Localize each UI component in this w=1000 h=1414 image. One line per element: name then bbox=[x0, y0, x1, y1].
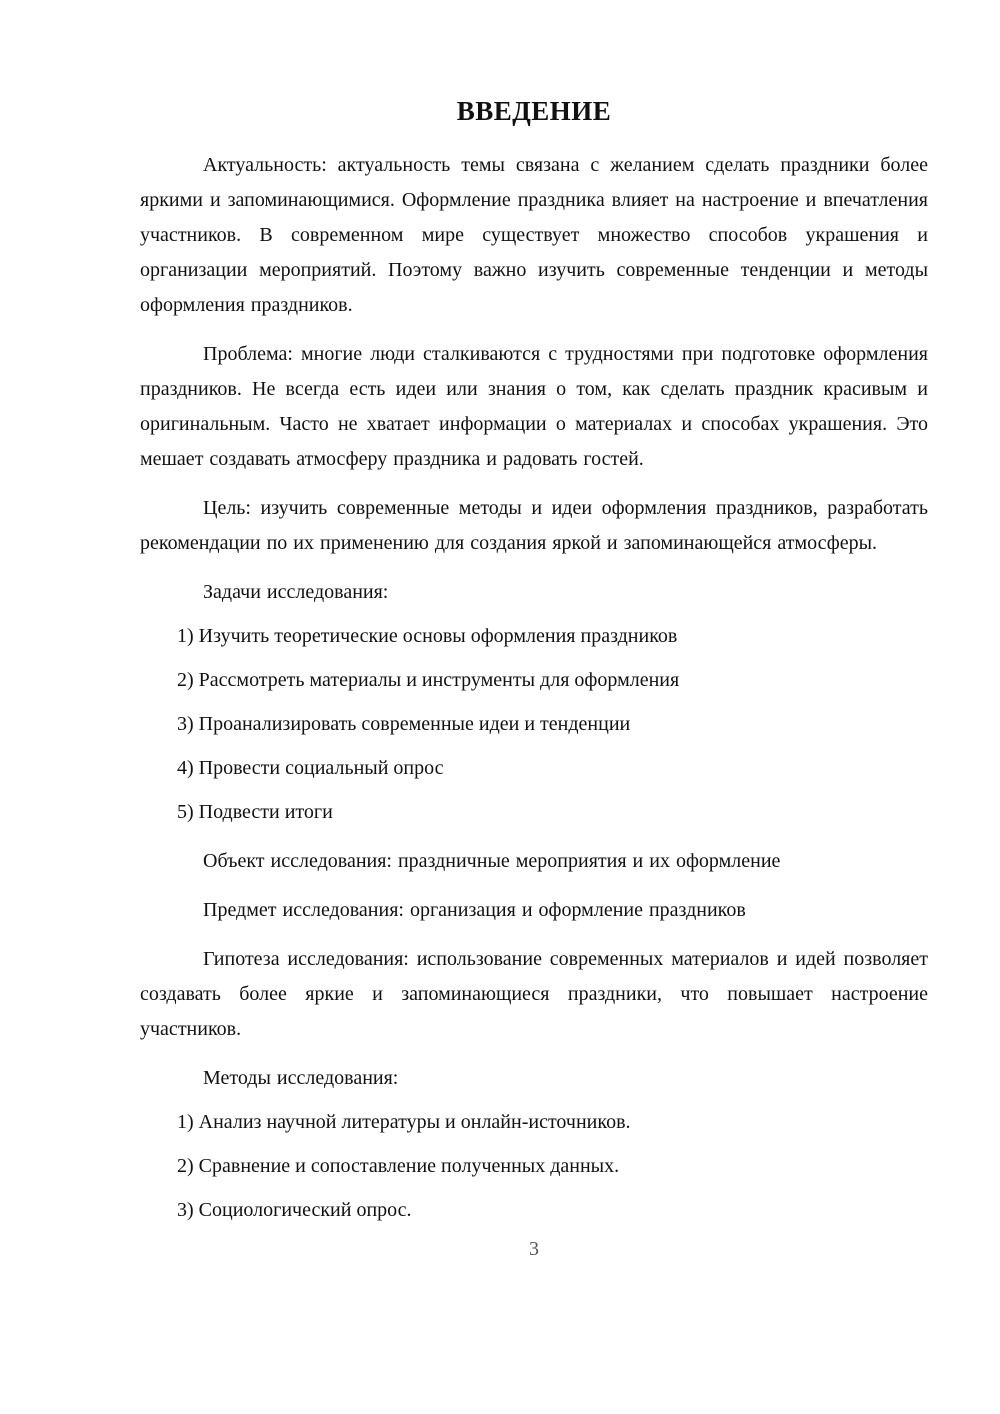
paragraph-hypothesis: Гипотеза исследования: использование современных материалов и идей позволяет создавать более яркие и запоминающиеся праздники, что повышает настроение участников. bbox=[140, 948, 928, 1040]
list-item-task-4: 4) Провести социальный опрос bbox=[177, 757, 444, 779]
list-item-method-1: 1) Анализ научной литературы и онлайн-источников. bbox=[177, 1111, 631, 1133]
list-item-task-3: 3) Проанализировать современные идеи и тенденции bbox=[177, 713, 631, 735]
paragraph-subject: Предмет исследования: организация и оформление праздников bbox=[203, 899, 746, 921]
list-item-method-2: 2) Сравнение и сопоставление полученных данных. bbox=[177, 1155, 620, 1177]
paragraph-object: Объект исследования: праздничные мероприятия и их оформление bbox=[203, 850, 781, 872]
paragraph-relevance: Актуальность: актуальность темы связана с желанием сделать праздники более яркими и запоминающимися. Оформление праздника влияет на настроение и впечатления участников. В современном мире существует множество способов украшения и организации мероприятий. Поэтому важно изучить современные тенденции и методы оформления праздников. bbox=[140, 154, 928, 316]
paragraph-tasks-heading: Задачи исследования: bbox=[203, 581, 389, 603]
list-item-method-3: 3) Социологический опрос. bbox=[177, 1199, 412, 1221]
list-item-task-1: 1) Изучить теоретические основы оформления праздников bbox=[177, 625, 678, 647]
list-item-task-5: 5) Подвести итоги bbox=[177, 801, 333, 823]
paragraph-methods-heading: Методы исследования: bbox=[203, 1067, 399, 1089]
paragraph-goal: Цель: изучить современные методы и идеи оформления праздников, разработать рекомендации по их применению для создания яркой и запоминающейся атмосферы. bbox=[140, 497, 928, 554]
list-item-task-2: 2) Рассмотреть материалы и инструменты для оформления bbox=[177, 669, 680, 691]
page-title: ВВЕДЕНИЕ bbox=[456, 96, 612, 126]
page-number: 3 bbox=[529, 1238, 539, 1260]
paragraph-problem: Проблема: многие люди сталкиваются с трудностями при подготовке оформления праздников. Не всегда есть идеи или знания о том, как сделать праздник красивым и оригинальным. Часто не хватает информации о материалах и способах украшения. Это мешает создавать атмосферу праздника и радовать гостей. bbox=[140, 343, 928, 470]
